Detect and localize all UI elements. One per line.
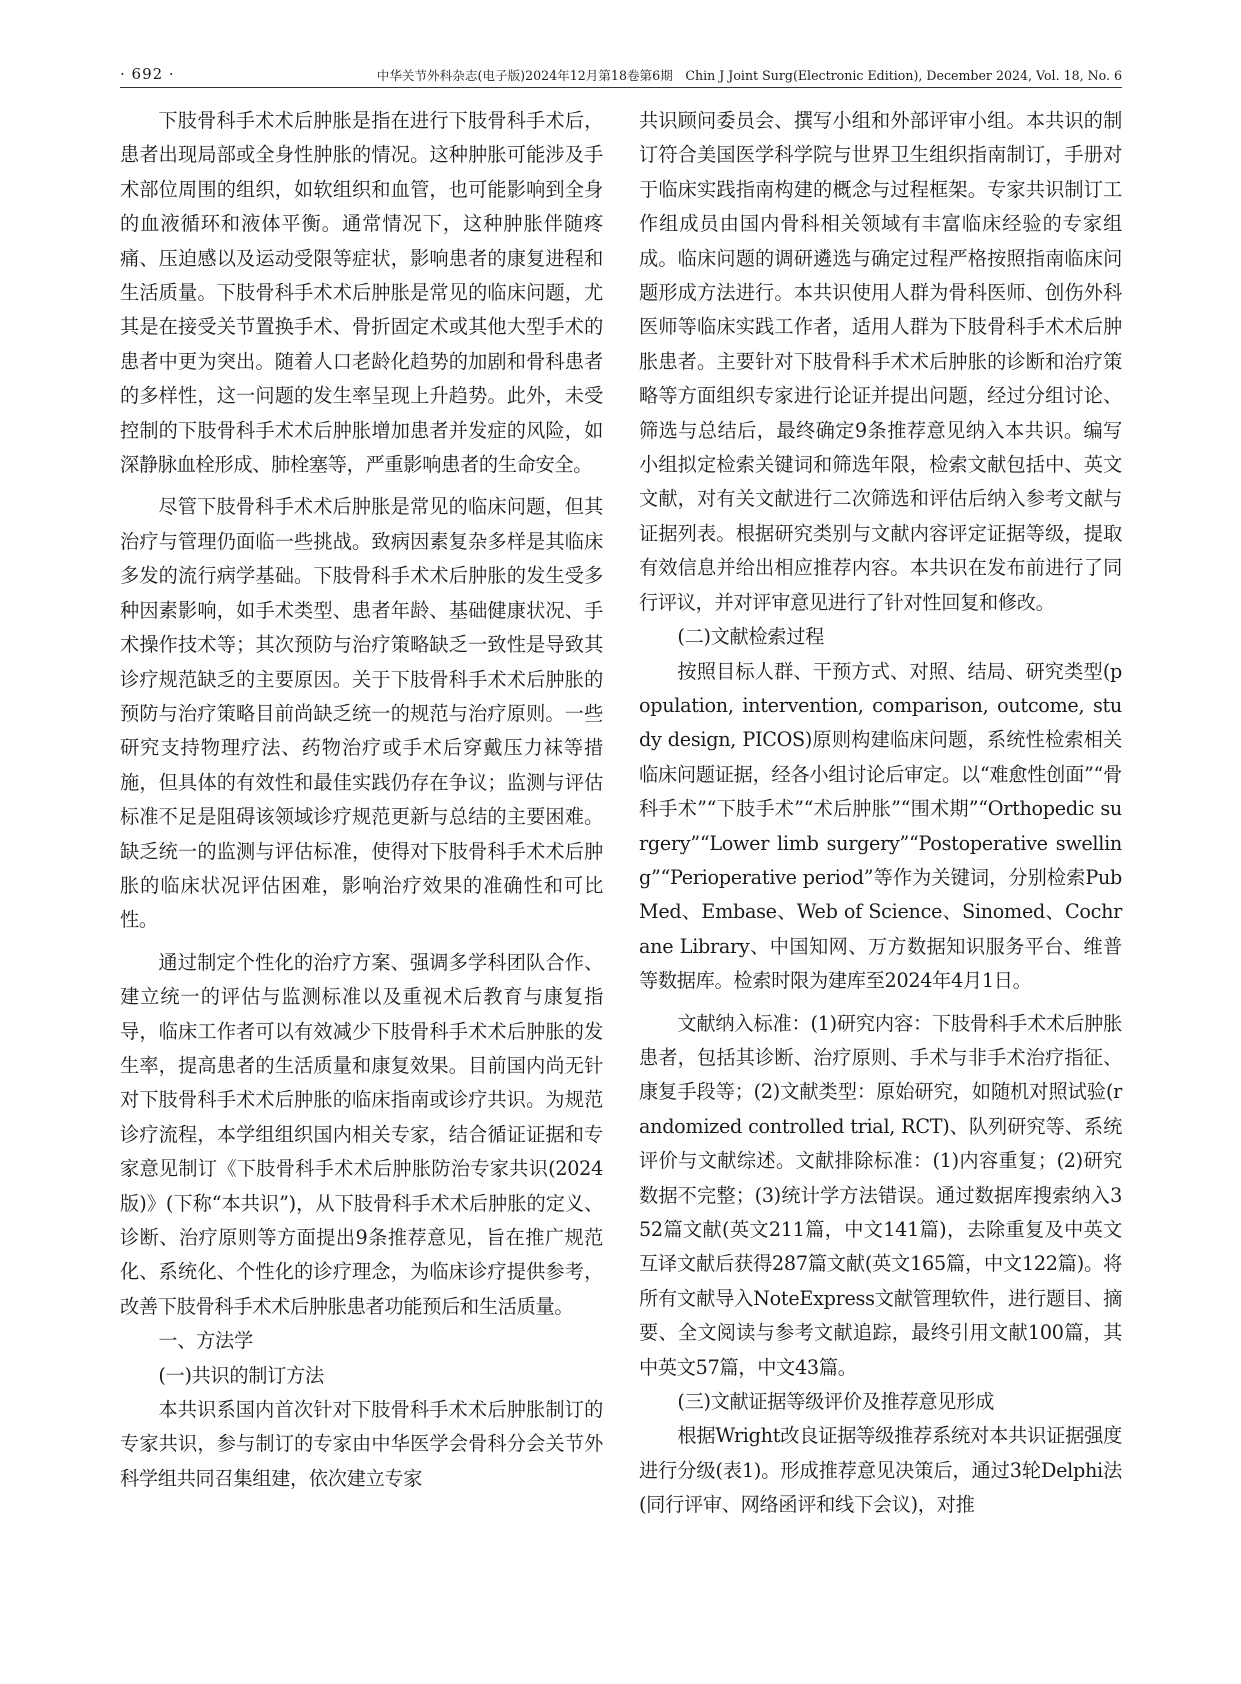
paragraph: 按照目标人群、干预方式、对照、结局、研究类型(population, intervention, comparison, outcome, study design, PICOS)原则构建临床问题，系统性检索相关临床问题证据，经各小组讨论后审定。以“难愈性创面”“骨科手术”“下肢手术”“术后肿胀”“围术期”“Orthopedic surgery”“Lower limb surgery”“Postoperative swelling”“Perioperative period”等作为关键词，分别检索PubMed、Embase、Web of Science、Sinomed、Cochrane Library、中国知网、万方数据知识服务平台、维普等数据库。检索时限为建库至2024年4月1日。 [639, 659, 1122, 993]
journal-citation: 中华关节外科杂志(电子版)2024年12月第18卷第6期 Chin J Joint Surg(Electronic Edition), December 2024, Vol. 18, No. 6 [376, 68, 1122, 83]
subsection-heading: (一)共识的制订方法 [158, 1363, 324, 1387]
paragraph: 尽管下肢骨科手术术后肿胀是常见的临床问题，但其治疗与管理仍面临一些挑战。致病因素复杂多样是其临床多发的流行病学基础。下肢骨科手术术后肿胀的发生受多种因素影响，如手术类型、患者年龄、基础健康状况、手术操作技术等；其次预防与治疗策略缺乏一致性是导致其诊疗规范缺乏的主要原因。关于下肢骨科手术术后肿胀的预防与治疗策略目前尚缺乏统一的规范与治疗原则。一些研究支持物理疗法、药物治疗或手术后穿戴压力袜等措施，但具体的有效性和最佳实践仍存在争议；监测与评估标准不足是阻碍该领域诊疗规范更新与总结的主要困难。缺乏统一的监测与评估标准，使得对下肢骨科手术术后肿胀的临床状况评估困难，影响治疗效果的准确性和可比性。 [120, 495, 603, 932]
section-heading: 一、方法学 [158, 1329, 253, 1353]
paragraph: 通过制定个性化的治疗方案、强调多学科团队合作、建立统一的评估与监测标准以及重视术后教育与康复指导，临床工作者可以有效减少下肢骨科手术术后肿胀的发生率，提高患者的生活质量和康复效果。目前国内尚无针对下肢骨科手术术后肿胀的临床指南或诊疗共识。为规范诊疗流程，本学组组织国内相关专家，结合循证证据和专家意见制订《下肢骨科手术术后肿胀防治专家共识(2024版)》(下称“本共识”)，从下肢骨科手术术后肿胀的定义、诊断、治疗原则等方面提出9条推荐意见，旨在推广规范化、系统化、个性化的诊疗理念，为临床诊疗提供参考，改善下肢骨科手术术后肿胀患者功能预后和生活质量。 [120, 950, 603, 1318]
left-column [120, 104, 603, 1644]
page-header [120, 61, 1122, 87]
subsection-heading: (二)文献检索过程 [677, 625, 824, 649]
paragraph: 文献纳入标准：(1)研究内容：下肢骨科手术术后肿胀患者，包括其诊断、治疗原则、手术与非手术治疗指征、康复手段等；(2)文献类型：原始研究，如随机对照试验(randomized controlled trial, RCT)、队列研究等、系统评价与文献综述。文献排除标准：(1)内容重复；(2)研究数据不完整；(3)统计学方法错误。通过数据库搜索纳入352篇文献(英文211篇，中文141篇)，去除重复及中英文互译文献后获得287篇文献(英文165篇，中文122篇)。将所有文献导入NoteExpress文献管理软件，进行题目、摘要、全文阅读与参考文献追踪，最终引用文献100篇，其中英文57篇，中文43篇。 [639, 1011, 1122, 1379]
subsection-heading: (三)文献证据等级评价及推荐意见形成 [677, 1390, 994, 1414]
header-rule [120, 87, 1122, 88]
page-number: · 692 · [120, 65, 175, 83]
right-column [639, 104, 1122, 1644]
paragraph: 本共识系国内首次针对下肢骨科手术术后肿胀制订的专家共识，参与制订的专家由中华医学会骨科分会关节外科学组共同召集组建，依次建立专家 [120, 1398, 603, 1490]
paragraph: 下肢骨科手术术后肿胀是指在进行下肢骨科手术后，患者出现局部或全身性肿胀的情况。这种肿胀可能涉及手术部位周围的组织，如软组织和血管，也可能影响到全身的血液循环和液体平衡。通常情况下，这种肿胀伴随疼痛、压迫感以及运动受限等症状，影响患者的康复进程和生活质量。下肢骨科手术术后肿胀是常见的临床问题，尤其是在接受关节置换手术、骨折固定术或其他大型手术的患者中更为突出。随着人口老龄化趋势的加剧和骨科患者的多样性，这一问题的发生率呈现上升趋势。此外，未受控制的下肢骨科手术术后肿胀增加患者并发症的风险，如深静脉血栓形成、肺栓塞等，严重影响患者的生命安全。 [120, 109, 603, 477]
paragraph: 根据Wright改良证据等级推荐系统对本共识证据强度进行分级(表1)。形成推荐意见决策后，通过3轮Delphi法(同行评审、网络函评和线下会议)，对推 [639, 1424, 1122, 1517]
paragraph: 共识顾问委员会、撰写小组和外部评审小组。本共识的制订符合美国医学科学院与世界卫生组织指南制订，手册对于临床实践指南构建的概念与过程框架。专家共识制订工作组成员由国内骨科相关领域有丰富临床经验的专家组成。临床问题的调研遴选与确定过程严格按照指南临床问题形成方法进行。本共识使用人群为骨科医师、创伤外科医师等临床实践工作者，适用人群为下肢骨科手术术后肿胀患者。主要针对下肢骨科手术术后肿胀的诊断和治疗策略等方面组织专家进行论证并提出问题，经过分组讨论、筛选与总结后，最终确定9条推荐意见纳入本共识。编写小组拟定检索关键词和筛选年限，检索文献包括中、英文文献，对有关文献进行二次筛选和评估后纳入参考文献与证据列表。根据研究类别与文献内容评定证据等级，提取有效信息并给出相应推荐内容。本共识在发布前进行了同行评议，并对评审意见进行了针对性回复和修改。 [639, 109, 1122, 614]
